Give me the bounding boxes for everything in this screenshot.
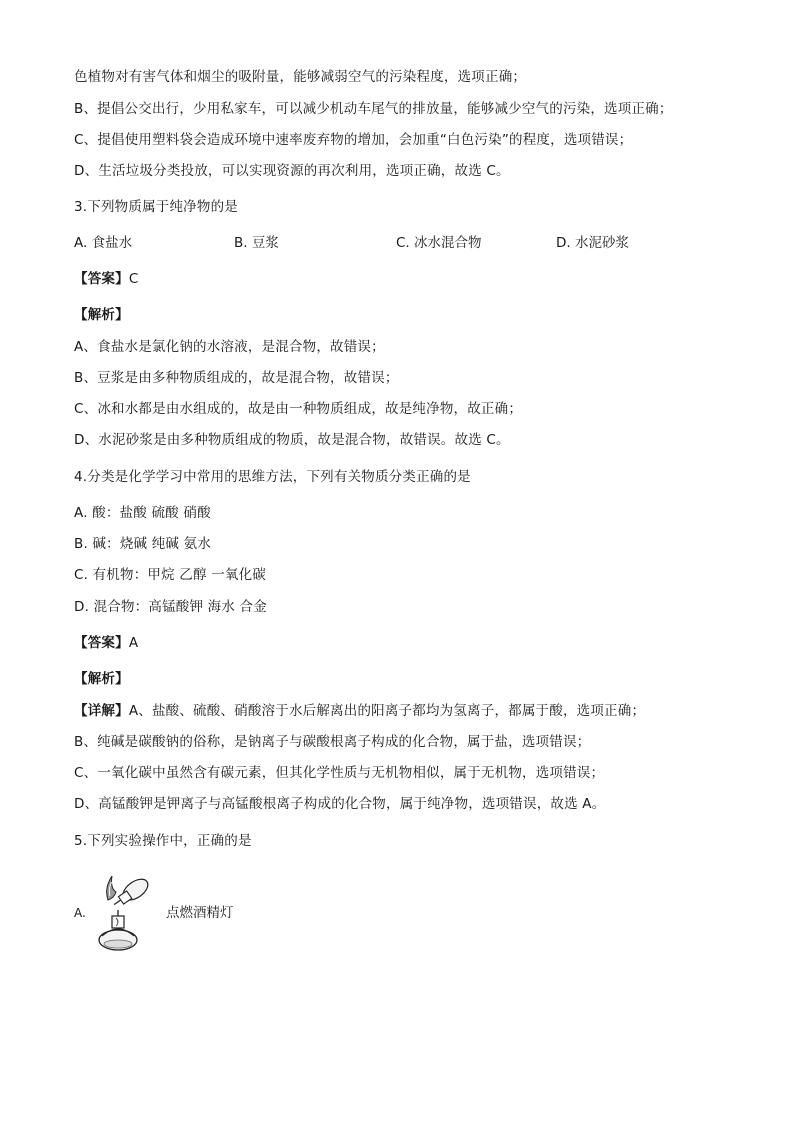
- q3-stem: 3.下列物质属于纯净物的是: [74, 199, 238, 215]
- q2-tail-line-2: B、提倡公交出行，少用私家车，可以减少机动车尾气的排放量，能够减少空气的污染，选项正确；: [74, 101, 673, 117]
- q4-analysis-label: 【解析】: [74, 671, 129, 687]
- q4-stem: 4.分类是化学学习中常用的思维方法，下列有关物质分类正确的是: [74, 469, 471, 485]
- q3-answer-value: C: [128, 271, 139, 287]
- q4-option-c: C. 有机物：甲烷 乙醇 一氧化碳: [74, 567, 266, 583]
- q4-option-d: D. 混合物：高锰酸钾 海水 合金: [74, 599, 267, 615]
- q3-analysis-label: 【解析】: [74, 307, 129, 323]
- q4-option-a: A. 酸：盐酸 硫酸 硝酸: [74, 505, 211, 521]
- q3-option-c: C. 冰水混合物: [396, 235, 482, 251]
- q3-option-d: D. 水泥砂浆: [556, 235, 629, 251]
- q3-analysis-line-4: D、水泥砂浆是由多种物质组成的物质，故是混合物，故错误。故选 C。: [74, 432, 510, 448]
- q5-option-a-caption: 点燃酒精灯: [166, 905, 234, 921]
- q3-analysis-line-3: C、冰和水都是由水组成的，故是由一种物质组成，故是纯净物，故正确；: [74, 401, 523, 417]
- q5-option-a-letter: A.: [74, 906, 86, 920]
- q2-tail-line-3: C、提倡使用塑料袋会造成环境中速率废弃物的增加，会加重“白色污染”的程度，选项错误；: [74, 132, 633, 148]
- q4-analysis-line-2: B、纯碱是碳酸钠的俗称，是钠离子与碳酸根离子构成的化合物，属于盐，选项错误；: [74, 734, 591, 750]
- q4-analysis-line-1: [74, 702, 645, 720]
- q4-analysis-line-4: D、高锰酸钾是钾离子与高锰酸根离子构成的化合物，属于纯净物，选项错误，故选 A。: [74, 796, 606, 812]
- q4-analysis-first: A、盐酸、硫酸、硝酸溶于水后解离出的阳离子都均为氢离子，都属于酸，选项正确；: [128, 703, 646, 719]
- q4-analysis-line-3: C、一氧化碳中虽然含有碳元素，但其化学性质与无机物相似，属于无机物，选项错误；: [74, 765, 605, 781]
- q4-detail-label: 【详解】: [74, 703, 129, 719]
- q4-answer-value: A: [128, 635, 139, 651]
- q2-tail-line-1: 色植物对有害气体和烟尘的吸附量，能够减弱空气的污染程度，选项正确；: [74, 69, 527, 85]
- q4-answer: [74, 634, 138, 652]
- q5-stem: 5.下列实验操作中，正确的是: [74, 833, 252, 849]
- q3-answer-label: 【答案】: [74, 271, 129, 287]
- q4-answer-label: 【答案】: [74, 635, 129, 651]
- alcohol-lamp-illustration-icon: [94, 870, 160, 956]
- q3-analysis-line-1: A、食盐水是氯化钠的水溶液，是混合物，故错误；: [74, 339, 385, 355]
- q3-answer: [74, 270, 138, 288]
- q3-analysis-line-2: B、豆浆是由多种物质组成的，故是混合物，故错误；: [74, 370, 399, 386]
- q2-tail-line-4: D、生活垃圾分类投放，可以实现资源的再次利用，选项正确，故选 C。: [74, 163, 510, 179]
- q4-option-b: B. 碱：烧碱 纯碱 氨水: [74, 536, 212, 552]
- q3-option-b: B. 豆浆: [234, 235, 279, 251]
- q3-option-a: A. 食盐水: [74, 235, 133, 251]
